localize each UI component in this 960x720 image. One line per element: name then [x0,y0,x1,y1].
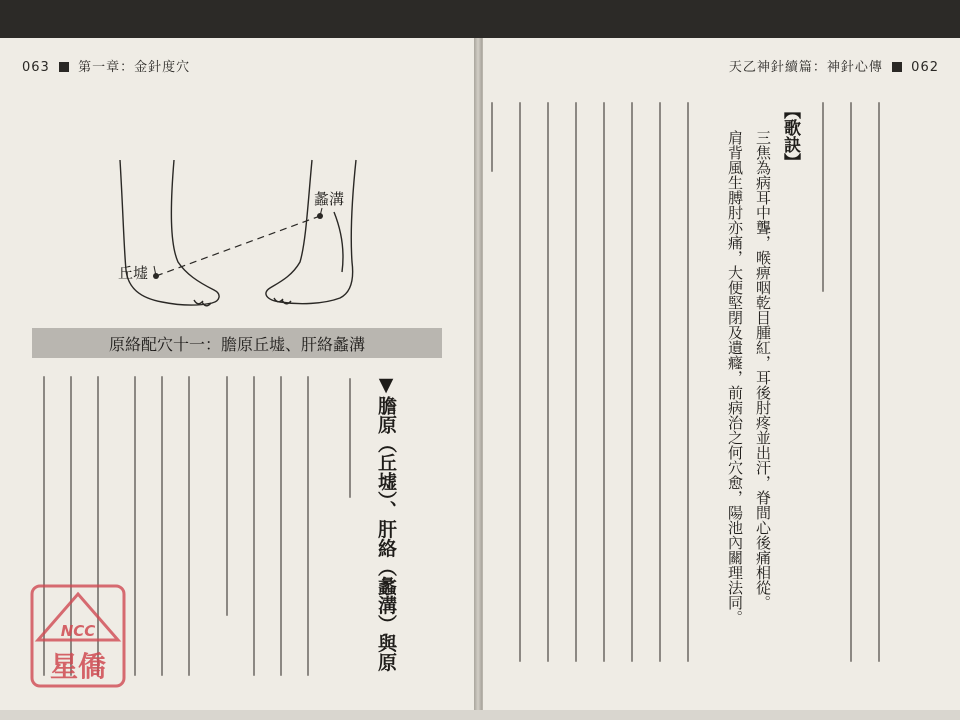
square-bullet-icon [892,62,902,72]
figure-caption-bar [32,328,442,358]
square-bullet-icon [59,62,69,72]
section-heading: ▼膽原（丘墟）、肝絡（蠡溝）與原 [375,374,397,672]
text-line [349,378,351,498]
book-title: 天乙神針續篇：神針心傳 [728,60,883,75]
text-line [687,102,689,662]
left-page-header [22,56,190,75]
text-line [307,376,309,676]
figure-caption: 原絡配穴十一：膽原丘墟、肝絡蠡溝 [108,334,365,354]
right-page-header [729,56,939,75]
text-line [519,102,521,662]
text-line [134,376,136,676]
chapter-title: 第一章：金針度穴 [78,60,191,75]
left-page-number: 063 [22,60,50,75]
ncc-watermark-stamp [30,584,126,688]
text-line [491,102,493,172]
ligou-point-label: 蠡溝 [314,190,345,208]
right-page-number: 062 [911,60,939,75]
text-line [253,376,255,676]
text-line [280,376,282,676]
text-line [188,376,190,676]
text-line [822,102,824,292]
verse-line-2: 肩背風生膊肘亦痛，大便堅閉及遺癃，前病治之何穴愈，陽池內關理法同。 [726,130,744,625]
verse-tag: 【歌訣】 [780,102,800,170]
text-line [659,102,661,662]
watermark-logo-icon [30,584,126,688]
feet-drawing [90,112,390,330]
foot-illustration [90,112,390,330]
qiuxu-point-label: 丘墟 [118,264,149,282]
text-line [631,102,633,662]
text-line [161,376,163,676]
text-line [226,376,228,616]
book-gutter [474,38,482,710]
svg-text:星僑: 星僑 [49,650,107,683]
text-line [603,102,605,662]
text-line [547,102,549,662]
text-line [850,102,852,662]
svg-text:NCC: NCC [60,622,96,640]
text-line [878,102,880,662]
verse-line-1: 三焦為病耳中聾，喉痹咽乾目腫紅，耳後肘疼並出汗，脊間心後痛相從。 [754,130,772,610]
text-line [575,102,577,662]
background-edge [0,0,960,38]
right-page [482,38,960,710]
